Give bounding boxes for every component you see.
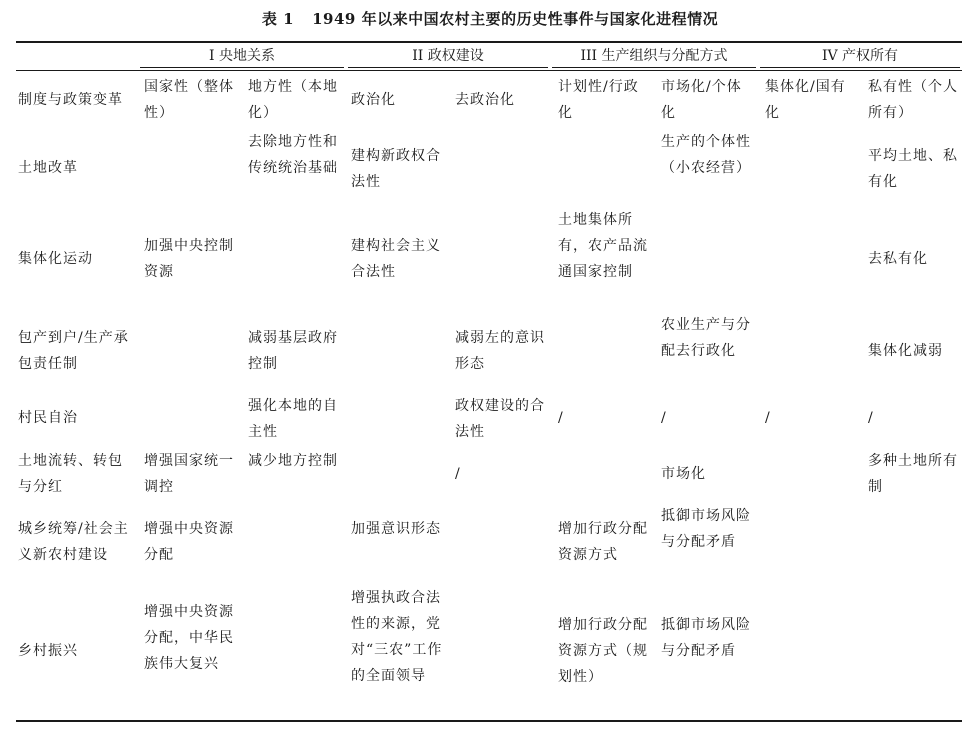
table-cell: 国家性（整体性）: [144, 79, 234, 121]
table-cell: /: [661, 410, 667, 426]
group-header-property-ownership: IV 产权所有: [821, 48, 899, 64]
table-cell: 土地集体所有，农产品流通国家控制: [558, 212, 648, 280]
table-cell: 抵御市场风险与分配矛盾: [661, 617, 751, 659]
group-header-regime-building: II 政权建设: [412, 48, 484, 64]
table-cell: 地方性（本地化）: [248, 79, 338, 121]
table-cell: 多种土地所有制: [868, 453, 958, 495]
row-event-label: 包产到户/生产承包责任制: [18, 330, 129, 372]
table-cell: 增强中央资源分配，中华民族伟大复兴: [144, 604, 234, 672]
table-cell: 增加行政分配资源方式（规划性）: [558, 617, 648, 685]
row-event-label: 土地流转、转包与分红: [18, 453, 123, 495]
table-cell: 加强意识形态: [351, 521, 441, 537]
table-cell: 加强中央控制资源: [144, 238, 234, 280]
table-cell: 增强中央资源分配: [144, 521, 234, 563]
table-cell: 增加行政分配资源方式: [558, 521, 648, 563]
group-underline: [552, 67, 756, 68]
table-cell: 减弱基层政府控制: [248, 330, 338, 372]
group-header-central-local: I 央地关系: [209, 48, 275, 64]
row-event-label: 城乡统筹/社会主义新农村建设: [18, 521, 129, 563]
table-cell: 政权建设的合法性: [455, 398, 545, 440]
table-cell: /: [868, 410, 874, 426]
table-cell: 生产的个体性（小农经营）: [661, 134, 751, 176]
group-underline: [760, 67, 960, 68]
top-rule: [16, 41, 962, 43]
row-event-label: 制度与政策变革: [18, 92, 123, 108]
table-cell: 抵御市场风险与分配矛盾: [661, 508, 751, 550]
table-cell: 私有性（个人所有）: [868, 79, 958, 121]
bottom-rule: [16, 720, 962, 722]
row-event-label: 集体化运动: [18, 251, 93, 267]
table-cell: /: [765, 410, 771, 426]
table-caption: 1949 年以来中国农村主要的历史性事件与国家化进程情况: [312, 10, 719, 28]
table-cell: 减弱左的意识形态: [455, 330, 545, 372]
table-number: 表 1: [261, 10, 295, 28]
table-cell: /: [558, 410, 564, 426]
table-cell: 计划性/行政化: [558, 79, 639, 121]
table-cell: 平均土地、私有化: [868, 148, 958, 190]
table-cell: 建构社会主义合法性: [351, 238, 441, 280]
table-cell: 增强国家统一调控: [144, 453, 234, 495]
table-cell: 强化本地的自主性: [248, 398, 338, 440]
table-cell: 市场化: [661, 466, 706, 482]
table-title: [0, 8, 980, 29]
table-cell: 减少地方控制: [248, 453, 338, 469]
table-cell: 农业生产与分配去行政化: [661, 317, 751, 359]
table-cell: /: [455, 466, 461, 482]
table-cell: 去除地方性和传统统治基础: [248, 134, 338, 176]
row-event-label: 乡村振兴: [18, 643, 78, 659]
group-underline: [140, 67, 344, 68]
table-cell: 去私有化: [868, 251, 928, 267]
table-cell: 市场化/个体化: [661, 79, 742, 121]
table-cell: 集体化减弱: [868, 343, 943, 359]
table-cell: 建构新政权合法性: [351, 148, 441, 190]
group-underline: [348, 67, 548, 68]
row-event-label: 村民自治: [18, 410, 78, 426]
row-event-label: 土地改革: [18, 160, 78, 176]
table-cell: 增强执政合法性的来源，党对“三农”工作的全面领导: [351, 590, 443, 684]
header-rule: [16, 70, 962, 71]
table-cell: 政治化: [351, 92, 396, 108]
table-cell: 集体化/国有化: [765, 79, 846, 121]
table-cell: 去政治化: [455, 92, 515, 108]
group-header-production-distribution: III 生产组织与分配方式: [580, 48, 728, 64]
